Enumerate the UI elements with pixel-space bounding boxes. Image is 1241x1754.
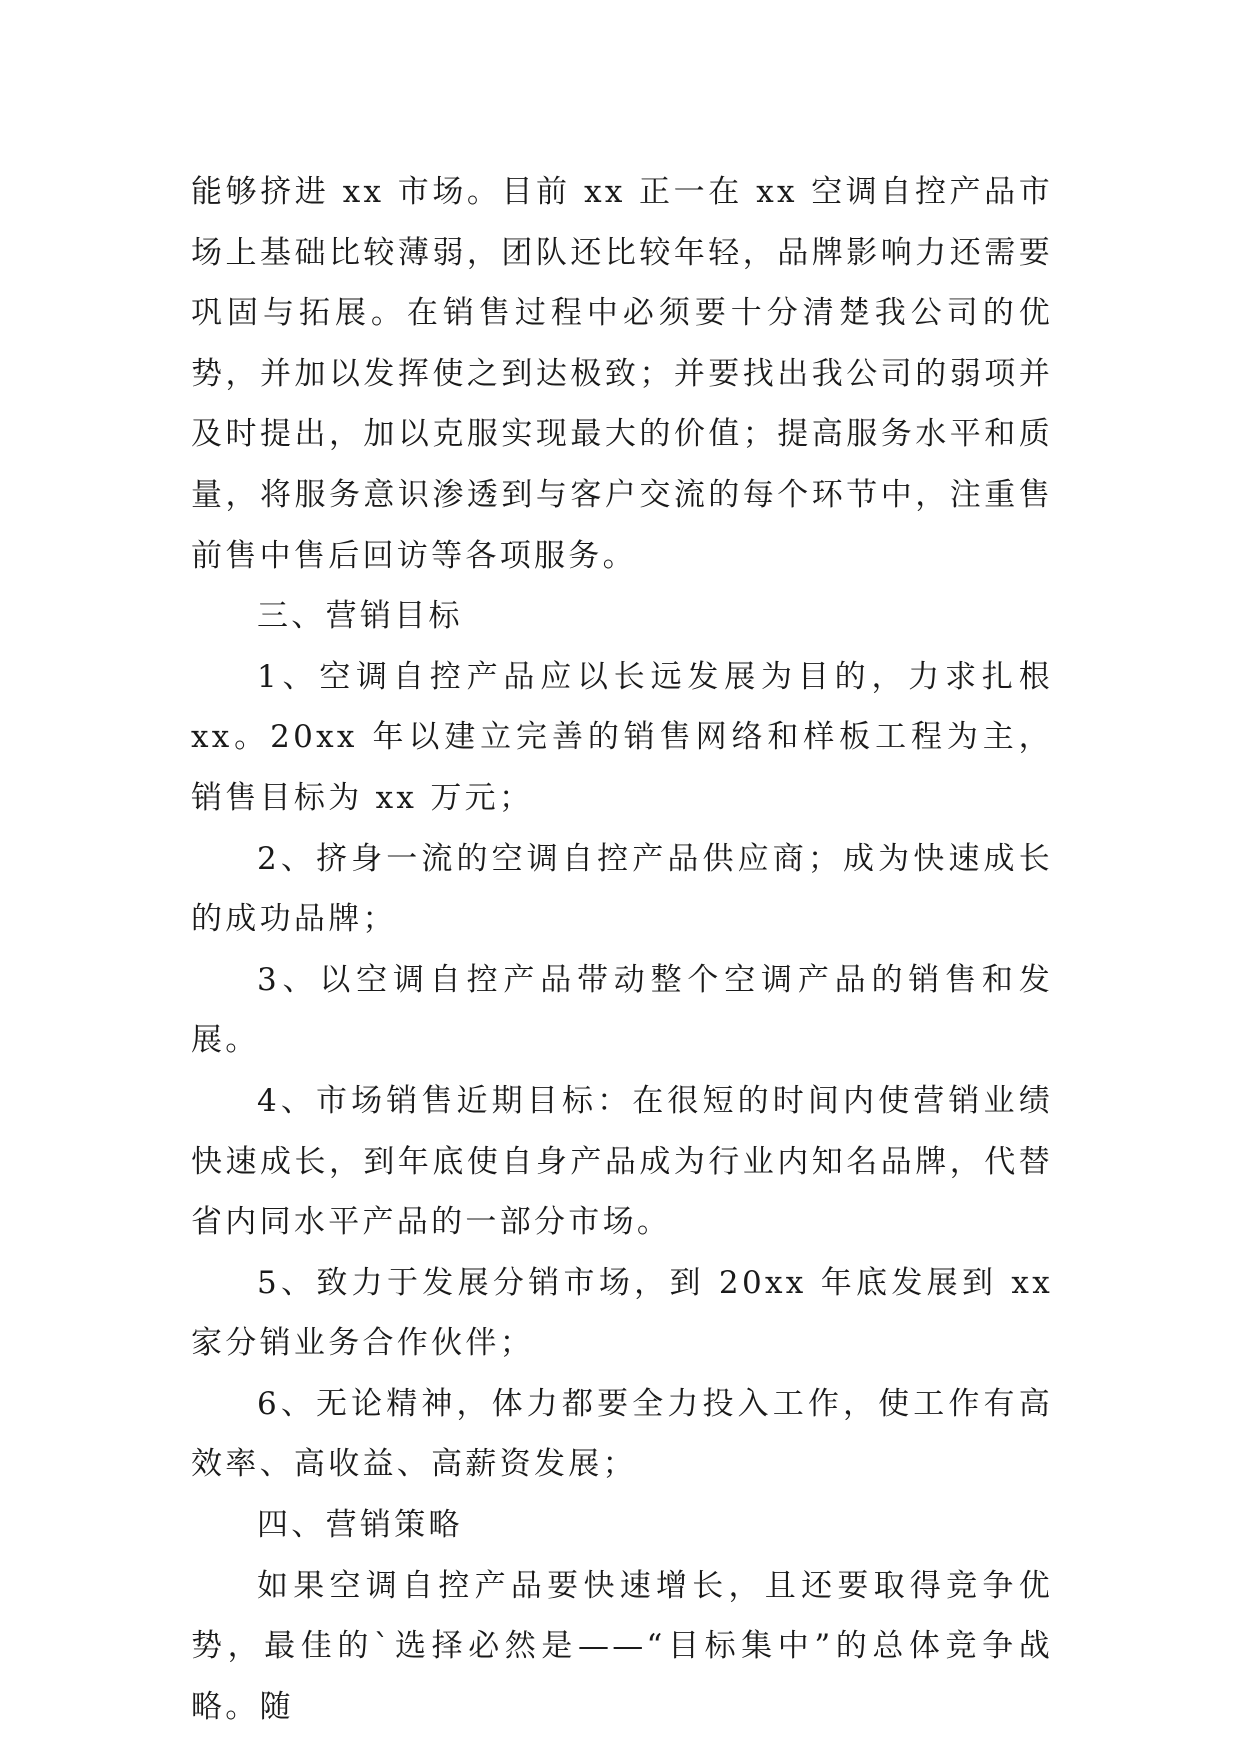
body-paragraph: 能够挤进 xx 市场。目前 xx 正一在 xx 空调自控产品市场上基础比较薄弱，团队还比较年轻，品牌影响力还需要巩固与拓展。在销售过程中必须要十分清楚我公司的优势，并加以发挥使之到达极致；并要找出我公司的弱项并及时提出，加以克服实现最大的价值；提高服务水平和质量，将服务意识渗透到与客户交流的每个环节中，注重售前售中售后回访等各项服务。 <box>191 174 1053 574</box>
goal-item-1: 1、空调自控产品应以长远发展为目的，力求扎根 xx。20xx 年以建立完善的销售网络和样板工程为主，销售目标为 xx 万元； <box>191 658 1053 816</box>
section-heading-marketing-strategy: 四、营销策略 <box>257 1507 463 1544</box>
goal-item-5: 5、致力于发展分销市场，到 20xx 年底发展到 xx 家分销业务合作伙伴； <box>191 1264 1053 1362</box>
strategy-paragraph: 如果空调自控产品要快速增长，且还要取得竞争优势，最佳的`选择必然是——“目标集中”的总体竞争战略。随 <box>191 1567 1053 1725</box>
section-heading-marketing-goals: 三、营销目标 <box>257 598 463 635</box>
document-body <box>191 162 1053 1737</box>
goal-item-3: 3、以空调自控产品带动整个空调产品的销售和发展。 <box>191 961 1053 1059</box>
goal-item-4: 4、市场销售近期目标：在很短的时间内使营销业绩快速成长，到年底使自身产品成为行业内知名品牌，代替省内同水平产品的一部分市场。 <box>191 1082 1053 1241</box>
goal-item-6: 6、无论精神，体力都要全力投入工作，使工作有高效率、高收益、高薪资发展； <box>191 1385 1053 1483</box>
goal-item-2: 2、挤身一流的空调自控产品供应商；成为快速成长的成功品牌； <box>191 840 1053 938</box>
